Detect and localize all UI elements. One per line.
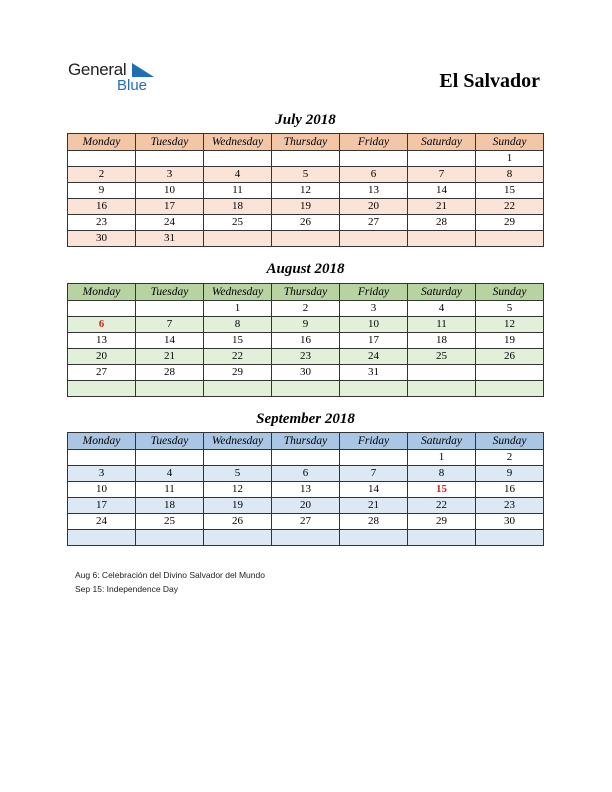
day-cell: [476, 381, 544, 397]
day-cell: [272, 151, 340, 167]
day-cell: [340, 151, 408, 167]
weekday-friday: Friday: [340, 134, 408, 151]
day-cell: 19: [272, 199, 340, 215]
day-cell: 23: [476, 498, 544, 514]
week-row: [68, 167, 544, 183]
day-cell: 19: [204, 498, 272, 514]
day-cell: [272, 381, 340, 397]
day-cell: [68, 450, 136, 466]
day-cell: 7: [136, 317, 204, 333]
day-cell: 14: [408, 183, 476, 199]
country-title: El Salvador: [439, 70, 540, 92]
day-cell: [340, 231, 408, 247]
logo-general-text: General: [68, 60, 127, 79]
month-title-august: August 2018: [266, 261, 345, 277]
day-cell: 9: [68, 183, 136, 199]
weekday-thursday: Thursday: [272, 284, 340, 301]
day-cell: [136, 301, 204, 317]
day-cell: 15: [408, 482, 476, 498]
day-cell: 29: [204, 365, 272, 381]
day-cell: 10: [68, 482, 136, 498]
day-cell: 4: [204, 167, 272, 183]
day-cell: [204, 450, 272, 466]
week-row: [68, 514, 544, 530]
weekday-thursday: Thursday: [272, 134, 340, 151]
day-cell: 19: [476, 333, 544, 349]
day-cell: 25: [136, 514, 204, 530]
day-cell: 30: [68, 231, 136, 247]
day-cell: 9: [272, 317, 340, 333]
day-cell: 23: [272, 349, 340, 365]
holiday-note: Aug 6: Celebración del Divino Salvador del Mundo: [75, 570, 265, 580]
day-cell: 28: [340, 514, 408, 530]
weekday-wednesday: Wednesday: [204, 433, 272, 450]
day-cell: 28: [136, 365, 204, 381]
day-cell: [136, 151, 204, 167]
day-cell: [408, 231, 476, 247]
weekday-thursday: Thursday: [272, 433, 340, 450]
day-cell: 6: [272, 466, 340, 482]
weekday-friday: Friday: [340, 433, 408, 450]
calendar-september: [67, 432, 544, 546]
day-cell: 22: [204, 349, 272, 365]
day-cell: 17: [340, 333, 408, 349]
day-cell: 11: [136, 482, 204, 498]
day-cell: 5: [204, 466, 272, 482]
day-cell: 28: [408, 215, 476, 231]
day-cell: 31: [136, 231, 204, 247]
day-cell: 25: [408, 349, 476, 365]
day-cell: 21: [408, 199, 476, 215]
day-cell: [204, 530, 272, 546]
week-row: [68, 530, 544, 546]
day-cell: 18: [204, 199, 272, 215]
month-title-september: September 2018: [256, 411, 355, 427]
day-cell: 11: [408, 317, 476, 333]
day-cell: [408, 381, 476, 397]
day-cell: [68, 151, 136, 167]
day-cell: 15: [476, 183, 544, 199]
weekday-header-row: [68, 433, 544, 450]
day-cell: 24: [136, 215, 204, 231]
day-cell: 7: [340, 466, 408, 482]
day-cell: 6: [68, 317, 136, 333]
day-cell: 5: [476, 301, 544, 317]
day-cell: [68, 381, 136, 397]
day-cell: [204, 381, 272, 397]
day-cell: 10: [136, 183, 204, 199]
weekday-monday: Monday: [68, 134, 136, 151]
day-cell: [136, 381, 204, 397]
day-cell: 16: [272, 333, 340, 349]
week-row: [68, 365, 544, 381]
day-cell: [408, 151, 476, 167]
day-cell: 26: [476, 349, 544, 365]
week-row: [68, 333, 544, 349]
holiday-notes: [75, 568, 265, 596]
weekday-header-row: [68, 284, 544, 301]
day-cell: 18: [408, 333, 476, 349]
day-cell: 2: [272, 301, 340, 317]
day-cell: [476, 530, 544, 546]
day-cell: [272, 530, 340, 546]
day-cell: 1: [204, 301, 272, 317]
day-cell: 12: [204, 482, 272, 498]
week-row: [68, 231, 544, 247]
weekday-saturday: Saturday: [408, 134, 476, 151]
day-cell: 22: [476, 199, 544, 215]
day-cell: 21: [136, 349, 204, 365]
day-cell: 14: [136, 333, 204, 349]
day-cell: 12: [272, 183, 340, 199]
week-row: [68, 151, 544, 167]
day-cell: 17: [136, 199, 204, 215]
weekday-tuesday: Tuesday: [136, 134, 204, 151]
weekday-monday: Monday: [68, 433, 136, 450]
day-cell: 29: [408, 514, 476, 530]
day-cell: 20: [272, 498, 340, 514]
day-cell: 3: [340, 301, 408, 317]
day-cell: 8: [408, 466, 476, 482]
day-cell: 3: [68, 466, 136, 482]
week-row: [68, 183, 544, 199]
day-cell: 24: [340, 349, 408, 365]
weekday-saturday: Saturday: [408, 284, 476, 301]
logo-flag-icon: [132, 63, 154, 77]
weekday-header-row: [68, 134, 544, 151]
day-cell: 9: [476, 466, 544, 482]
day-cell: 22: [408, 498, 476, 514]
day-cell: 15: [204, 333, 272, 349]
month-title-july: July 2018: [275, 112, 336, 128]
day-cell: 27: [68, 365, 136, 381]
day-cell: 27: [272, 514, 340, 530]
day-cell: 10: [340, 317, 408, 333]
day-cell: 2: [68, 167, 136, 183]
day-cell: 8: [204, 317, 272, 333]
calendar-august: [67, 283, 544, 397]
week-row: [68, 317, 544, 333]
week-row: [68, 482, 544, 498]
day-cell: [408, 530, 476, 546]
day-cell: [68, 301, 136, 317]
day-cell: 21: [340, 498, 408, 514]
day-cell: 18: [136, 498, 204, 514]
day-cell: [204, 151, 272, 167]
week-row: [68, 498, 544, 514]
day-cell: [340, 450, 408, 466]
day-cell: 30: [272, 365, 340, 381]
day-cell: 12: [476, 317, 544, 333]
day-cell: 3: [136, 167, 204, 183]
day-cell: 13: [272, 482, 340, 498]
day-cell: [204, 231, 272, 247]
weekday-wednesday: Wednesday: [204, 284, 272, 301]
day-cell: 31: [340, 365, 408, 381]
day-cell: 23: [68, 215, 136, 231]
day-cell: 4: [408, 301, 476, 317]
week-row: [68, 381, 544, 397]
weekday-sunday: Sunday: [476, 433, 544, 450]
day-cell: 11: [204, 183, 272, 199]
week-row: [68, 215, 544, 231]
day-cell: 16: [476, 482, 544, 498]
day-cell: 25: [204, 215, 272, 231]
day-cell: 5: [272, 167, 340, 183]
weekday-sunday: Sunday: [476, 284, 544, 301]
day-cell: [68, 530, 136, 546]
day-cell: 13: [68, 333, 136, 349]
day-cell: 1: [476, 151, 544, 167]
day-cell: [136, 450, 204, 466]
day-cell: 17: [68, 498, 136, 514]
weekday-saturday: Saturday: [408, 433, 476, 450]
week-row: [68, 466, 544, 482]
weekday-tuesday: Tuesday: [136, 433, 204, 450]
day-cell: 24: [68, 514, 136, 530]
week-row: [68, 349, 544, 365]
day-cell: [136, 530, 204, 546]
day-cell: 30: [476, 514, 544, 530]
day-cell: 4: [136, 466, 204, 482]
day-cell: 20: [68, 349, 136, 365]
day-cell: 26: [204, 514, 272, 530]
day-cell: 1: [408, 450, 476, 466]
weekday-tuesday: Tuesday: [136, 284, 204, 301]
weekday-sunday: Sunday: [476, 134, 544, 151]
day-cell: [408, 365, 476, 381]
day-cell: 16: [68, 199, 136, 215]
week-row: [68, 199, 544, 215]
day-cell: 6: [340, 167, 408, 183]
day-cell: 14: [340, 482, 408, 498]
weekday-wednesday: Wednesday: [204, 134, 272, 151]
day-cell: 29: [476, 215, 544, 231]
day-cell: 13: [340, 183, 408, 199]
day-cell: 7: [408, 167, 476, 183]
day-cell: 27: [340, 215, 408, 231]
logo-blue-text: Blue: [117, 77, 148, 94]
week-row: [68, 450, 544, 466]
day-cell: [272, 450, 340, 466]
day-cell: 8: [476, 167, 544, 183]
week-row: [68, 301, 544, 317]
holiday-note: Sep 15: Independence Day: [75, 584, 179, 594]
day-cell: [476, 365, 544, 381]
calendar-july: [67, 133, 544, 247]
day-cell: 2: [476, 450, 544, 466]
day-cell: [340, 381, 408, 397]
weekday-friday: Friday: [340, 284, 408, 301]
day-cell: [272, 231, 340, 247]
weekday-monday: Monday: [68, 284, 136, 301]
day-cell: 26: [272, 215, 340, 231]
day-cell: [476, 231, 544, 247]
day-cell: 20: [340, 199, 408, 215]
logo: [68, 60, 168, 96]
day-cell: [340, 530, 408, 546]
